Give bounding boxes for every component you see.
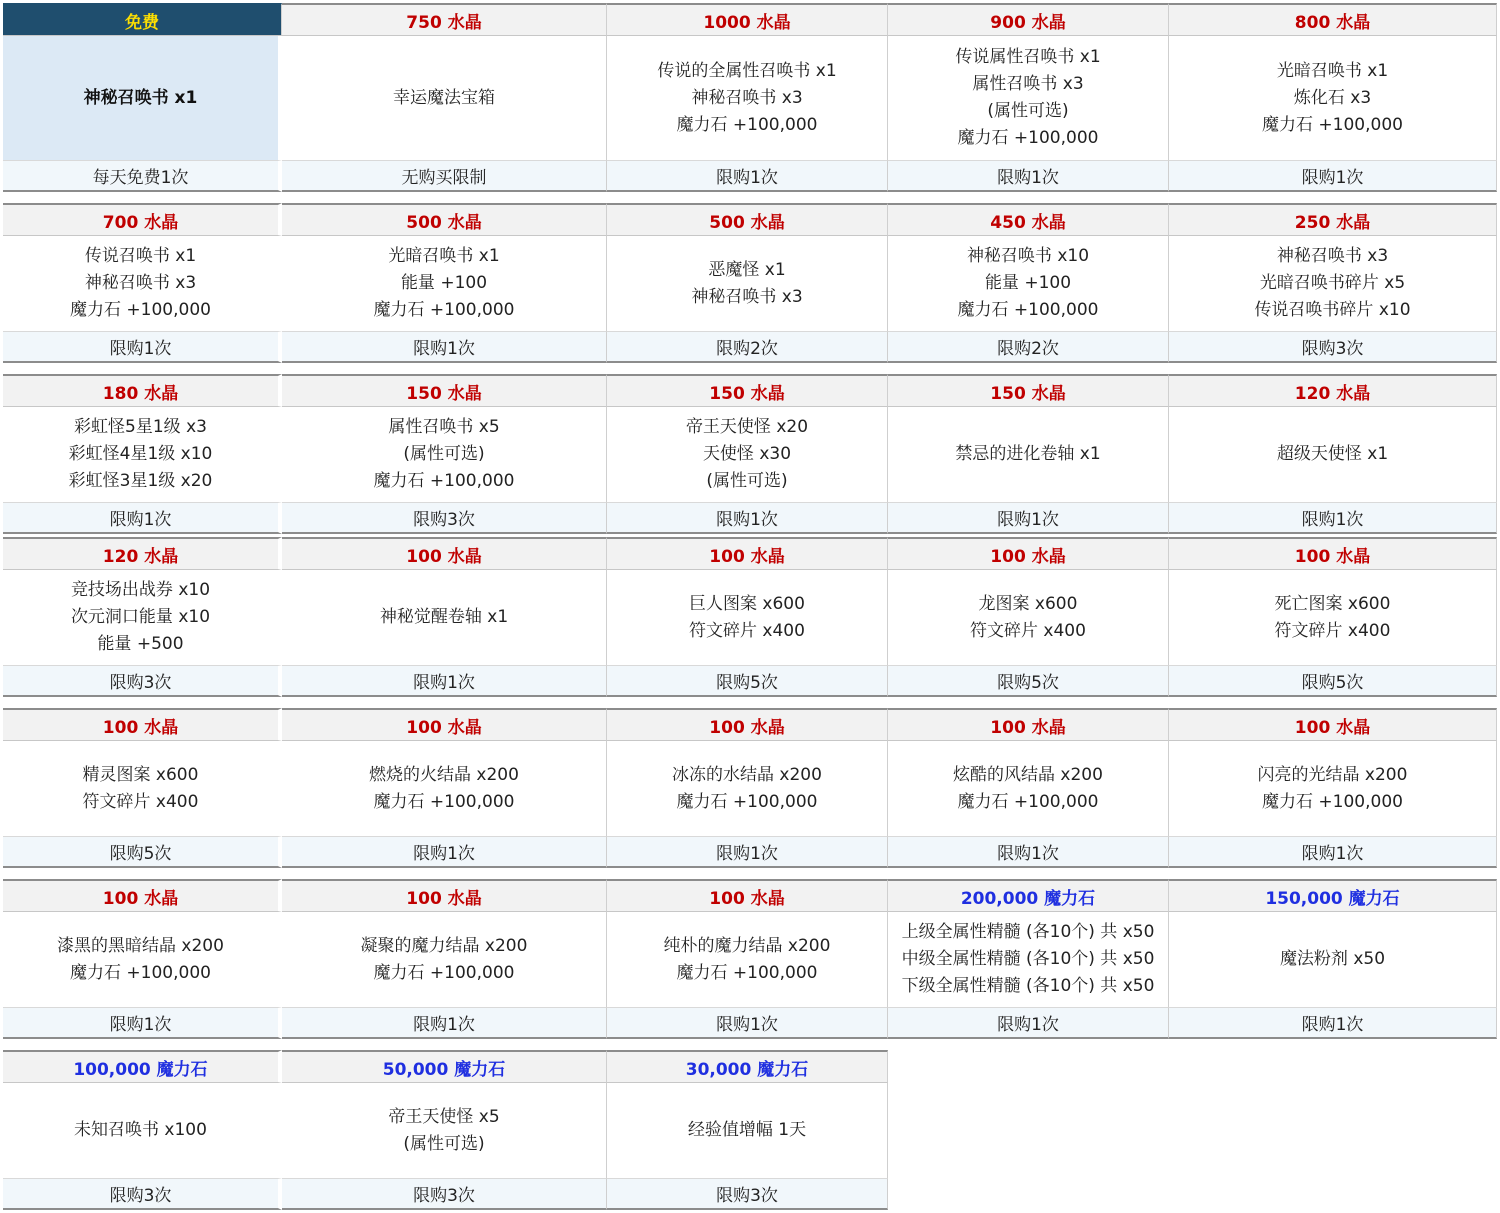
offer-contents — [3, 1083, 282, 1178]
offer-price-header: 900 水晶 — [888, 3, 1169, 36]
offer-item: 燃烧的火结晶 x200 — [369, 764, 519, 785]
offer-price-header: 100 水晶 — [282, 879, 607, 912]
offer-item: 魔力石 +100,000 — [957, 128, 1099, 148]
offer-contents — [888, 36, 1169, 160]
offer-purchase-limit: 限购5次 — [888, 665, 1169, 697]
offer-contents — [3, 236, 282, 331]
offer-contents — [3, 36, 282, 160]
offer-contents — [282, 407, 607, 502]
offer-purchase-limit: 限购1次 — [607, 836, 888, 868]
offer-item: (属性可选) — [987, 101, 1069, 121]
offer-purchase-limit: 限购1次 — [1169, 160, 1497, 192]
offer-item: 帝王天使怪 x5 — [388, 1106, 500, 1127]
offer-item: 魔力石 +100,000 — [1262, 114, 1403, 135]
offer-item: 纯朴的魔力结晶 x200 — [663, 935, 831, 956]
offer-item: 神秘召唤书 x3 — [84, 273, 197, 293]
offer-item: 上级全属性精髓 (各10个) 共 x50 — [901, 922, 1155, 942]
offer-purchase-limit: 限购1次 — [888, 160, 1169, 192]
offer-item: 传说的全属性召唤书 x1 — [657, 60, 837, 81]
offer-item: 符文碎片 x400 — [82, 791, 199, 812]
offer-price-header: 1000 水晶 — [607, 3, 888, 36]
offer-item: 中级全属性精髓 (各10个) 共 x50 — [901, 949, 1155, 969]
offer-price-header: 700 水晶 — [3, 203, 282, 236]
offer-purchase-limit: 限购3次 — [282, 1178, 607, 1210]
offer-item: 精灵图案 x600 — [82, 764, 199, 785]
offer-price-header: 800 水晶 — [1169, 3, 1497, 36]
offer-item: 闪亮的光结晶 x200 — [1257, 764, 1408, 785]
offer-purchase-limit: 限购2次 — [888, 331, 1169, 363]
offer-price-header: 500 水晶 — [282, 203, 607, 236]
offer-item: 魔力石 +100,000 — [373, 300, 515, 320]
offer-item: 传说召唤书 x1 — [84, 246, 197, 266]
offer-contents — [1169, 570, 1497, 665]
offer-purchase-limit: 限购1次 — [3, 1007, 282, 1039]
offer-contents — [1169, 407, 1497, 502]
offer-contents — [607, 912, 888, 1007]
offer-item: 魔力石 +100,000 — [70, 300, 211, 320]
offer-item: 属性召唤书 x3 — [972, 74, 1084, 94]
offer-price-header: 100 水晶 — [1169, 708, 1497, 741]
offer-item: 能量 +100 — [984, 273, 1072, 293]
offer-price-header: 100 水晶 — [888, 708, 1169, 741]
offer-purchase-limit: 限购5次 — [1169, 665, 1497, 697]
offer-contents — [282, 741, 607, 836]
offer-item: 魔力石 +100,000 — [70, 962, 211, 983]
offer-contents — [888, 407, 1169, 502]
offer-price-header: 100 水晶 — [888, 537, 1169, 570]
offer-item: (属性可选) — [706, 471, 788, 491]
offer-price-header: 50,000 魔力石 — [282, 1050, 607, 1083]
offer-item: 帝王天使怪 x20 — [685, 417, 809, 437]
offer-item: 能量 +500 — [97, 634, 184, 654]
offer-item: 魔力石 +100,000 — [676, 791, 818, 812]
offer-item: 幸运魔法宝箱 — [393, 87, 495, 108]
offer-price-header: 100 水晶 — [607, 708, 888, 741]
offer-item: 光暗召唤书碎片 x5 — [1259, 273, 1406, 293]
offer-purchase-limit: 限购3次 — [3, 665, 282, 697]
offer-item: 超级天使怪 x1 — [1276, 444, 1389, 464]
offer-item: 魔力石 +100,000 — [676, 962, 818, 983]
offer-purchase-limit: 限购1次 — [282, 665, 607, 697]
offer-item: 凝聚的魔力结晶 x200 — [360, 935, 528, 956]
offer-price-header: 150 水晶 — [607, 374, 888, 407]
offer-contents — [282, 36, 607, 160]
offer-price-header: 150 水晶 — [888, 374, 1169, 407]
offer-price-header: 120 水晶 — [1169, 374, 1497, 407]
offer-item: 神秘召唤书 x3 — [691, 87, 803, 108]
offer-price-header: 150 水晶 — [282, 374, 607, 407]
offer-item: 魔力石 +100,000 — [373, 962, 515, 983]
offer-item: 魔力石 +100,000 — [373, 471, 515, 491]
offer-item: 巨人图案 x600 — [689, 593, 805, 614]
offer-item: 魔力石 +100,000 — [957, 791, 1099, 812]
offer-purchase-limit: 限购1次 — [3, 502, 282, 534]
offer-contents — [282, 570, 607, 665]
offer-contents — [888, 741, 1169, 836]
offer-item: 竞技场出战券 x10 — [70, 580, 211, 600]
offer-price-header: 30,000 魔力石 — [607, 1050, 888, 1083]
offer-item: 神秘召唤书 x1 — [83, 87, 198, 108]
offer-purchase-limit: 限购1次 — [282, 836, 607, 868]
offer-item: 龙图案 x600 — [978, 593, 1078, 614]
offer-contents — [607, 236, 888, 331]
offer-price-header: 100 水晶 — [607, 879, 888, 912]
offer-item: 神秘召唤书 x3 — [1276, 246, 1389, 266]
offer-purchase-limit: 限购1次 — [888, 836, 1169, 868]
offer-item: 禁忌的进化卷轴 x1 — [955, 444, 1101, 464]
offer-contents — [3, 407, 282, 502]
offer-contents — [3, 741, 282, 836]
offer-purchase-limit: 限购1次 — [888, 1007, 1169, 1039]
offer-contents — [888, 236, 1169, 331]
offer-price-header: 100 水晶 — [1169, 537, 1497, 570]
offer-purchase-limit: 限购1次 — [282, 1007, 607, 1039]
offer-price-header: 100 水晶 — [3, 708, 282, 741]
offer-item: 炼化石 x3 — [1293, 87, 1372, 108]
offer-purchase-limit: 限购1次 — [3, 331, 282, 363]
offer-purchase-limit: 限购3次 — [607, 1178, 888, 1210]
offer-price-header: 180 水晶 — [3, 374, 282, 407]
offer-item: 魔法粉剂 x50 — [1279, 949, 1386, 969]
offer-contents — [1169, 912, 1497, 1007]
offer-item: 魔力石 +100,000 — [957, 300, 1099, 320]
offer-purchase-limit: 无购买限制 — [282, 160, 607, 192]
offer-price-header: 100,000 魔力石 — [3, 1050, 282, 1083]
offer-item: 魔力石 +100,000 — [373, 791, 515, 812]
offer-item: 传说召唤书碎片 x10 — [1254, 300, 1411, 320]
offer-purchase-limit: 限购1次 — [282, 331, 607, 363]
offer-contents — [3, 570, 282, 665]
offer-contents — [607, 36, 888, 160]
offer-contents — [1169, 36, 1497, 160]
offer-item: 光暗召唤书 x1 — [388, 246, 500, 266]
offer-item: 下级全属性精髓 (各10个) 共 x50 — [901, 976, 1155, 996]
offer-price-header: 100 水晶 — [282, 708, 607, 741]
offer-item: 符文碎片 x400 — [970, 620, 1086, 641]
offer-item: 神秘召唤书 x3 — [691, 286, 803, 307]
offer-contents — [888, 570, 1169, 665]
offer-contents — [888, 912, 1169, 1007]
offer-item: 彩虹怪3星1级 x20 — [68, 471, 213, 491]
offer-price-header: 120 水晶 — [3, 537, 282, 570]
offer-contents — [3, 912, 282, 1007]
offer-item: 经验值增幅 1天 — [687, 1120, 807, 1140]
offer-purchase-limit: 限购3次 — [3, 1178, 282, 1210]
offer-item: 神秘召唤书 x10 — [966, 246, 1090, 266]
offer-item: 魔力石 +100,000 — [676, 114, 818, 135]
offer-item: (属性可选) — [403, 444, 485, 464]
offer-item: 魔力石 +100,000 — [1262, 791, 1403, 812]
offer-item: 恶魔怪 x1 — [708, 259, 786, 280]
offer-purchase-limit: 限购3次 — [1169, 331, 1497, 363]
offer-purchase-limit: 限购2次 — [607, 331, 888, 363]
offer-item: 次元洞口能量 x10 — [70, 607, 211, 627]
offer-item: 未知召唤书 x100 — [74, 1120, 207, 1140]
offer-item: 漆黑的黑暗结晶 x200 — [57, 935, 224, 956]
offer-item: 天使怪 x30 — [702, 444, 792, 464]
offer-purchase-limit: 限购1次 — [1169, 836, 1497, 868]
offer-item: 死亡图案 x600 — [1274, 593, 1391, 614]
offer-price-header: 100 水晶 — [282, 537, 607, 570]
offer-price-header: 150,000 魔力石 — [1169, 879, 1497, 912]
offer-purchase-limit: 限购3次 — [282, 502, 607, 534]
offer-purchase-limit: 每天免费1次 — [3, 160, 282, 192]
offer-contents — [607, 570, 888, 665]
offer-price-header: 200,000 魔力石 — [888, 879, 1169, 912]
offer-contents — [282, 1083, 607, 1178]
offer-price-header: 750 水晶 — [282, 3, 607, 36]
offer-contents — [607, 407, 888, 502]
offer-price-header: 100 水晶 — [3, 879, 282, 912]
offer-item: 符文碎片 x400 — [689, 620, 805, 641]
offer-item: 符文碎片 x400 — [1274, 620, 1391, 641]
offer-price-header: 500 水晶 — [607, 203, 888, 236]
offer-item: 属性召唤书 x5 — [388, 417, 500, 437]
offer-purchase-limit: 限购1次 — [607, 1007, 888, 1039]
offer-purchase-limit: 限购5次 — [607, 665, 888, 697]
offer-price-header: 免费 — [3, 3, 282, 36]
offer-contents — [607, 1083, 888, 1178]
offer-item: 光暗召唤书 x1 — [1276, 60, 1389, 81]
offer-item: 传说属性召唤书 x1 — [955, 47, 1101, 67]
offer-item: 炫酷的风结晶 x200 — [953, 764, 1103, 785]
offer-price-header: 450 水晶 — [888, 203, 1169, 236]
offer-purchase-limit: 限购1次 — [888, 502, 1169, 534]
offer-purchase-limit: 限购1次 — [607, 160, 888, 192]
offer-contents — [1169, 741, 1497, 836]
offer-contents — [282, 912, 607, 1007]
offer-item: 彩虹怪5星1级 x3 — [74, 417, 207, 437]
offer-item: 神秘觉醒卷轴 x1 — [379, 607, 509, 627]
offer-price-header: 250 水晶 — [1169, 203, 1497, 236]
offer-price-header: 100 水晶 — [607, 537, 888, 570]
offer-contents — [1169, 236, 1497, 331]
offer-item: 能量 +100 — [400, 273, 488, 293]
offer-contents — [607, 741, 888, 836]
offer-purchase-limit: 限购1次 — [1169, 1007, 1497, 1039]
offer-item: 冰冻的水结晶 x200 — [672, 764, 822, 785]
offer-purchase-limit: 限购1次 — [1169, 502, 1497, 534]
offer-purchase-limit: 限购5次 — [3, 836, 282, 868]
offer-contents — [282, 236, 607, 331]
offer-item: (属性可选) — [403, 1133, 485, 1154]
offer-item: 彩虹怪4星1级 x10 — [68, 444, 213, 464]
offer-purchase-limit: 限购1次 — [607, 502, 888, 534]
